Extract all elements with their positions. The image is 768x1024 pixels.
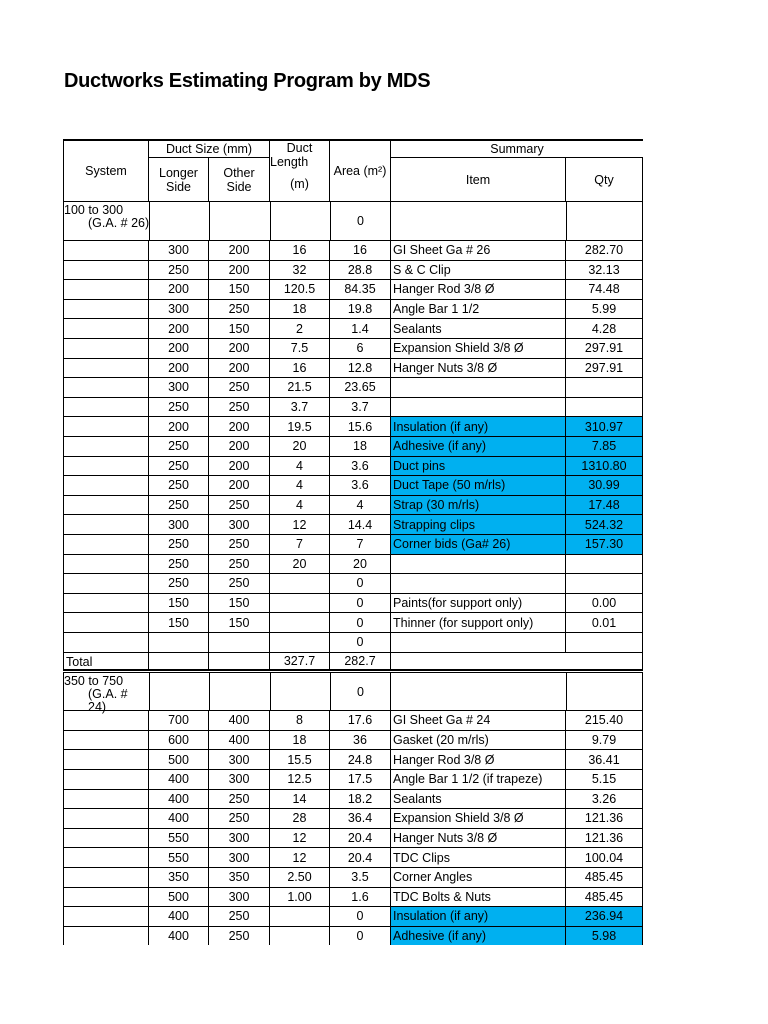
longer-side-cell: 200 xyxy=(149,279,209,299)
longer-side-cell: 250 xyxy=(149,495,209,515)
other-side-cell: 250 xyxy=(209,906,270,926)
header-line: Duct xyxy=(286,141,313,155)
system-cell xyxy=(63,749,149,769)
area-cell: 3.6 xyxy=(330,475,391,495)
system-cell xyxy=(63,710,149,730)
duct-length-cell: 2.50 xyxy=(270,867,330,887)
duct-length-cell: 4 xyxy=(270,475,330,495)
duct-length-cell xyxy=(270,573,330,593)
area-cell: 6 xyxy=(330,338,391,358)
system-cell xyxy=(63,416,149,436)
system-cell xyxy=(63,612,149,632)
duct-length-cell: 7.5 xyxy=(270,338,330,358)
summary-qty-cell: 282.70 xyxy=(566,240,643,260)
duct-length-cell: 1.00 xyxy=(270,887,330,907)
duct-length-cell xyxy=(270,632,330,652)
longer-side-cell: 200 xyxy=(149,358,209,378)
summary-qty-cell: 0.00 xyxy=(566,593,643,613)
summary-qty-cell xyxy=(566,573,643,593)
longer-side-cell: 250 xyxy=(149,554,209,574)
longer-side-cell: 150 xyxy=(149,593,209,613)
other-side-cell: 200 xyxy=(209,260,270,280)
system-cell xyxy=(63,299,149,319)
longer-side-cell: 250 xyxy=(149,475,209,495)
longer-side-cell: 550 xyxy=(149,847,209,867)
summary-qty-cell xyxy=(566,397,643,417)
area-cell: 0 xyxy=(330,926,391,946)
area-cell: 14.4 xyxy=(330,514,391,534)
summary-qty-cell: 485.45 xyxy=(566,867,643,887)
area-cell: 0 xyxy=(330,593,391,613)
other-side-cell: 150 xyxy=(209,593,270,613)
area-cell: 84.35 xyxy=(330,279,391,299)
longer-side-cell: 150 xyxy=(149,612,209,632)
other-side-cell: 250 xyxy=(209,534,270,554)
other-side-cell: 300 xyxy=(209,769,270,789)
summary-item-cell: Gasket (20 m/rls) xyxy=(391,730,566,750)
area-cell: 0 xyxy=(330,632,391,652)
system-cell xyxy=(63,358,149,378)
area-cell: 23.65 xyxy=(330,377,391,397)
other-side-cell: 200 xyxy=(209,436,270,456)
longer-side-cell: 500 xyxy=(149,749,209,769)
summary-item-cell: GI Sheet Ga # 26 xyxy=(391,240,566,260)
summary-qty-cell: 297.91 xyxy=(566,338,643,358)
area-cell: 12.8 xyxy=(330,358,391,378)
summary-qty-cell: 9.79 xyxy=(566,730,643,750)
total-label: Total xyxy=(63,652,149,672)
summary-qty-cell: 5.98 xyxy=(566,926,643,946)
longer-side-cell: 200 xyxy=(149,318,209,338)
other-side-cell: 200 xyxy=(209,475,270,495)
longer-side-cell: 600 xyxy=(149,730,209,750)
system-cell xyxy=(63,632,149,652)
summary-qty-cell: 74.48 xyxy=(566,279,643,299)
duct-length-cell: 12 xyxy=(270,828,330,848)
area-cell: 17.5 xyxy=(330,769,391,789)
system-cell xyxy=(63,906,149,926)
duct-length-cell: 4 xyxy=(270,456,330,476)
area-cell: 36 xyxy=(330,730,391,750)
summary-item-cell xyxy=(391,632,566,652)
summary-qty-cell: 0.01 xyxy=(566,612,643,632)
summary-qty-cell xyxy=(566,377,643,397)
summary-item-cell: TDC Clips xyxy=(391,847,566,867)
summary-item-cell: Hanger Nuts 3/8 Ø xyxy=(391,358,566,378)
summary-qty-cell: 5.99 xyxy=(566,299,643,319)
summary-qty-cell: 236.94 xyxy=(566,906,643,926)
area-cell: 19.8 xyxy=(330,299,391,319)
duct-length-cell: 18 xyxy=(270,299,330,319)
system-cell xyxy=(63,887,149,907)
summary-item-cell: Sealants xyxy=(391,789,566,809)
other-side-cell: 250 xyxy=(209,554,270,574)
duct-length-cell xyxy=(270,612,330,632)
summary-qty-cell: 4.28 xyxy=(566,318,643,338)
system-cell xyxy=(63,456,149,476)
system-cell xyxy=(63,240,149,260)
summary-qty-cell: 3.26 xyxy=(566,789,643,809)
area-cell: 20 xyxy=(330,554,391,574)
longer-side-cell: 400 xyxy=(149,808,209,828)
system-cell xyxy=(63,495,149,515)
other-side-cell: 300 xyxy=(209,828,270,848)
system-cell xyxy=(63,867,149,887)
duct-length-cell: 120.5 xyxy=(270,279,330,299)
summary-item-cell: Expansion Shield 3/8 Ø xyxy=(391,808,566,828)
longer-side-cell: 300 xyxy=(149,514,209,534)
duct-length-cell: 16 xyxy=(270,358,330,378)
area-cell: 24.8 xyxy=(330,749,391,769)
summary-item-cell: Insulation (if any) xyxy=(391,906,566,926)
header-item: Item xyxy=(391,158,566,201)
area-cell: 0 xyxy=(330,672,391,710)
header-longer-side xyxy=(149,158,209,201)
summary-item-cell: Angle Bar 1 1/2 xyxy=(391,299,566,319)
blank-cell xyxy=(209,652,270,672)
system-cell xyxy=(63,436,149,456)
longer-side-cell: 550 xyxy=(149,828,209,848)
area-cell: 28.8 xyxy=(330,260,391,280)
area-cell: 0 xyxy=(330,573,391,593)
other-side-cell: 200 xyxy=(209,358,270,378)
other-side-cell: 250 xyxy=(209,926,270,946)
blank-cell xyxy=(209,201,270,240)
other-side-cell: 250 xyxy=(209,808,270,828)
summary-qty-cell: 17.48 xyxy=(566,495,643,515)
other-side-cell: 200 xyxy=(209,416,270,436)
duct-length-cell: 14 xyxy=(270,789,330,809)
header-other-side xyxy=(209,158,270,201)
duct-length-cell xyxy=(270,926,330,946)
summary-item-cell: Strapping clips xyxy=(391,514,566,534)
longer-side-cell: 250 xyxy=(149,573,209,593)
section2-system-label xyxy=(63,672,149,715)
summary-item-cell: S & C Clip xyxy=(391,260,566,280)
area-cell: 36.4 xyxy=(330,808,391,828)
longer-side-cell xyxy=(149,632,209,652)
other-side-cell: 250 xyxy=(209,377,270,397)
system-cell xyxy=(63,260,149,280)
summary-qty-cell: 485.45 xyxy=(566,887,643,907)
duct-length-cell: 21.5 xyxy=(270,377,330,397)
system-cell xyxy=(63,377,149,397)
area-cell: 1.4 xyxy=(330,318,391,338)
summary-item-cell: Expansion Shield 3/8 Ø xyxy=(391,338,566,358)
other-side-cell: 250 xyxy=(209,495,270,515)
longer-side-cell: 250 xyxy=(149,436,209,456)
header-line: Other xyxy=(223,165,255,180)
summary-qty-cell: 36.41 xyxy=(566,749,643,769)
other-side-cell: 300 xyxy=(209,514,270,534)
blank-cell xyxy=(391,201,566,240)
summary-qty-cell: 30.99 xyxy=(566,475,643,495)
area-cell: 17.6 xyxy=(330,710,391,730)
system-cell xyxy=(63,789,149,809)
summary-qty-cell: 5.15 xyxy=(566,769,643,789)
blank-cell xyxy=(391,672,566,710)
system-label-line: 100 to 300 xyxy=(64,203,124,217)
duct-length-cell: 20 xyxy=(270,554,330,574)
duct-length-cell: 4 xyxy=(270,495,330,515)
summary-item-cell: TDC Bolts & Nuts xyxy=(391,887,566,907)
other-side-cell: 350 xyxy=(209,867,270,887)
other-side-cell: 250 xyxy=(209,789,270,809)
duct-length-cell: 20 xyxy=(270,436,330,456)
other-side-cell: 300 xyxy=(209,847,270,867)
area-cell: 1.6 xyxy=(330,887,391,907)
system-cell xyxy=(63,847,149,867)
summary-qty-cell: 7.85 xyxy=(566,436,643,456)
longer-side-cell: 400 xyxy=(149,926,209,946)
total-length: 327.7 xyxy=(270,652,330,672)
duct-length-cell: 8 xyxy=(270,710,330,730)
other-side-cell xyxy=(209,632,270,652)
header-area: Area (m²) xyxy=(330,140,391,201)
summary-qty-cell xyxy=(566,554,643,574)
system-cell xyxy=(63,397,149,417)
summary-item-cell: Hanger Rod 3/8 Ø xyxy=(391,279,566,299)
system-label-line: (G.A. # 26) xyxy=(88,216,150,230)
duct-length-cell: 12.5 xyxy=(270,769,330,789)
longer-side-cell: 200 xyxy=(149,338,209,358)
longer-side-cell: 200 xyxy=(149,416,209,436)
summary-qty-cell: 1310.80 xyxy=(566,456,643,476)
summary-item-cell: Duct Tape (50 m/rls) xyxy=(391,475,566,495)
longer-side-cell: 700 xyxy=(149,710,209,730)
summary-item-cell xyxy=(391,377,566,397)
other-side-cell: 300 xyxy=(209,887,270,907)
header-line: Length xyxy=(270,155,309,169)
duct-length-cell: 15.5 xyxy=(270,749,330,769)
duct-length-cell xyxy=(270,593,330,613)
header-qty: Qty xyxy=(566,158,643,201)
summary-item-cell: Hanger Nuts 3/8 Ø xyxy=(391,828,566,848)
duct-length-cell: 7 xyxy=(270,534,330,554)
area-cell: 0 xyxy=(330,906,391,926)
system-cell xyxy=(63,926,149,946)
blank-cell xyxy=(566,201,643,240)
longer-side-cell: 400 xyxy=(149,906,209,926)
system-cell xyxy=(63,338,149,358)
system-cell xyxy=(63,828,149,848)
summary-item-cell: Strap (30 m/rls) xyxy=(391,495,566,515)
system-cell xyxy=(63,730,149,750)
other-side-cell: 250 xyxy=(209,299,270,319)
summary-qty-cell: 100.04 xyxy=(566,847,643,867)
area-cell: 16 xyxy=(330,240,391,260)
duct-length-cell: 19.5 xyxy=(270,416,330,436)
duct-length-cell: 12 xyxy=(270,847,330,867)
summary-item-cell: Corner Angles xyxy=(391,867,566,887)
duct-length-cell: 12 xyxy=(270,514,330,534)
header-line: Side xyxy=(165,179,192,194)
longer-side-cell: 500 xyxy=(149,887,209,907)
area-cell: 20.4 xyxy=(330,847,391,867)
longer-side-cell: 250 xyxy=(149,397,209,417)
duct-length-cell: 32 xyxy=(270,260,330,280)
summary-item-cell: Hanger Rod 3/8 Ø xyxy=(391,749,566,769)
area-cell: 18 xyxy=(330,436,391,456)
summary-item-cell: Corner bids (Ga# 26) xyxy=(391,534,566,554)
area-cell: 4 xyxy=(330,495,391,515)
header-summary: Summary xyxy=(391,140,643,158)
page-title: Ductworks Estimating Program by MDS xyxy=(64,70,431,92)
area-cell: 3.7 xyxy=(330,397,391,417)
summary-qty-cell: 297.91 xyxy=(566,358,643,378)
other-side-cell: 400 xyxy=(209,730,270,750)
blank-cell xyxy=(209,672,270,710)
system-cell xyxy=(63,475,149,495)
other-side-cell: 200 xyxy=(209,240,270,260)
duct-length-cell: 16 xyxy=(270,240,330,260)
blank-cell xyxy=(149,201,209,240)
other-side-cell: 250 xyxy=(209,397,270,417)
blank-cell xyxy=(149,652,209,672)
summary-item-cell: Duct pins xyxy=(391,456,566,476)
header-line: Longer xyxy=(159,165,198,180)
header-line: (m) xyxy=(290,177,309,191)
section1-system-label xyxy=(63,201,149,240)
blank-cell xyxy=(566,652,643,672)
blank-cell xyxy=(391,652,566,672)
other-side-cell: 250 xyxy=(209,573,270,593)
summary-item-cell: Insulation (if any) xyxy=(391,416,566,436)
system-cell xyxy=(63,318,149,338)
system-label-line: 350 to 750 xyxy=(64,674,124,689)
summary-item-cell: GI Sheet Ga # 24 xyxy=(391,710,566,730)
area-cell: 0 xyxy=(330,612,391,632)
summary-item-cell xyxy=(391,397,566,417)
area-cell: 3.6 xyxy=(330,456,391,476)
system-cell xyxy=(63,514,149,534)
summary-qty-cell: 32.13 xyxy=(566,260,643,280)
longer-side-cell: 350 xyxy=(149,867,209,887)
system-label-line: 24) xyxy=(88,700,107,715)
area-cell: 3.5 xyxy=(330,867,391,887)
other-side-cell: 300 xyxy=(209,749,270,769)
summary-qty-cell: 121.36 xyxy=(566,808,643,828)
summary-qty-cell: 157.30 xyxy=(566,534,643,554)
system-cell xyxy=(63,554,149,574)
duct-length-cell: 2 xyxy=(270,318,330,338)
duct-length-cell: 28 xyxy=(270,808,330,828)
other-side-cell: 200 xyxy=(209,338,270,358)
area-cell: 0 xyxy=(330,201,391,240)
longer-side-cell: 250 xyxy=(149,260,209,280)
system-cell xyxy=(63,593,149,613)
summary-qty-cell: 524.32 xyxy=(566,514,643,534)
duct-length-cell: 3.7 xyxy=(270,397,330,417)
summary-qty-cell: 215.40 xyxy=(566,710,643,730)
header-duct-size: Duct Size (mm) xyxy=(149,140,270,158)
summary-qty-cell: 121.36 xyxy=(566,828,643,848)
other-side-cell: 400 xyxy=(209,710,270,730)
total-area: 282.7 xyxy=(330,652,391,672)
longer-side-cell: 300 xyxy=(149,377,209,397)
other-side-cell: 150 xyxy=(209,318,270,338)
system-cell xyxy=(63,279,149,299)
longer-side-cell: 400 xyxy=(149,769,209,789)
summary-item-cell: Paints(for support only) xyxy=(391,593,566,613)
area-cell: 7 xyxy=(330,534,391,554)
summary-item-cell: Adhesive (if any) xyxy=(391,926,566,946)
blank-cell xyxy=(270,201,330,240)
area-cell: 18.2 xyxy=(330,789,391,809)
longer-side-cell: 300 xyxy=(149,299,209,319)
summary-item-cell: Adhesive (if any) xyxy=(391,436,566,456)
summary-item-cell: Sealants xyxy=(391,318,566,338)
blank-cell xyxy=(149,672,209,710)
summary-qty-cell: 310.97 xyxy=(566,416,643,436)
summary-item-cell xyxy=(391,554,566,574)
blank-cell xyxy=(566,672,643,710)
system-cell xyxy=(63,808,149,828)
longer-side-cell: 250 xyxy=(149,456,209,476)
header-system: System xyxy=(63,140,149,201)
system-cell xyxy=(63,573,149,593)
blank-cell xyxy=(270,672,330,710)
summary-item-cell xyxy=(391,573,566,593)
duct-length-cell xyxy=(270,906,330,926)
longer-side-cell: 250 xyxy=(149,534,209,554)
duct-length-cell: 18 xyxy=(270,730,330,750)
system-label-line: (G.A. # xyxy=(88,687,128,702)
other-side-cell: 150 xyxy=(209,612,270,632)
summary-qty-cell xyxy=(566,632,643,652)
area-cell: 20.4 xyxy=(330,828,391,848)
longer-side-cell: 300 xyxy=(149,240,209,260)
summary-item-cell: Angle Bar 1 1/2 (if trapeze) xyxy=(391,769,566,789)
summary-item-cell: Thinner (for support only) xyxy=(391,612,566,632)
longer-side-cell: 400 xyxy=(149,789,209,809)
system-cell xyxy=(63,534,149,554)
header-duct-length xyxy=(270,140,330,201)
system-cell xyxy=(63,769,149,789)
area-cell: 15.6 xyxy=(330,416,391,436)
header-line: Side xyxy=(226,179,252,194)
other-side-cell: 200 xyxy=(209,456,270,476)
other-side-cell: 150 xyxy=(209,279,270,299)
